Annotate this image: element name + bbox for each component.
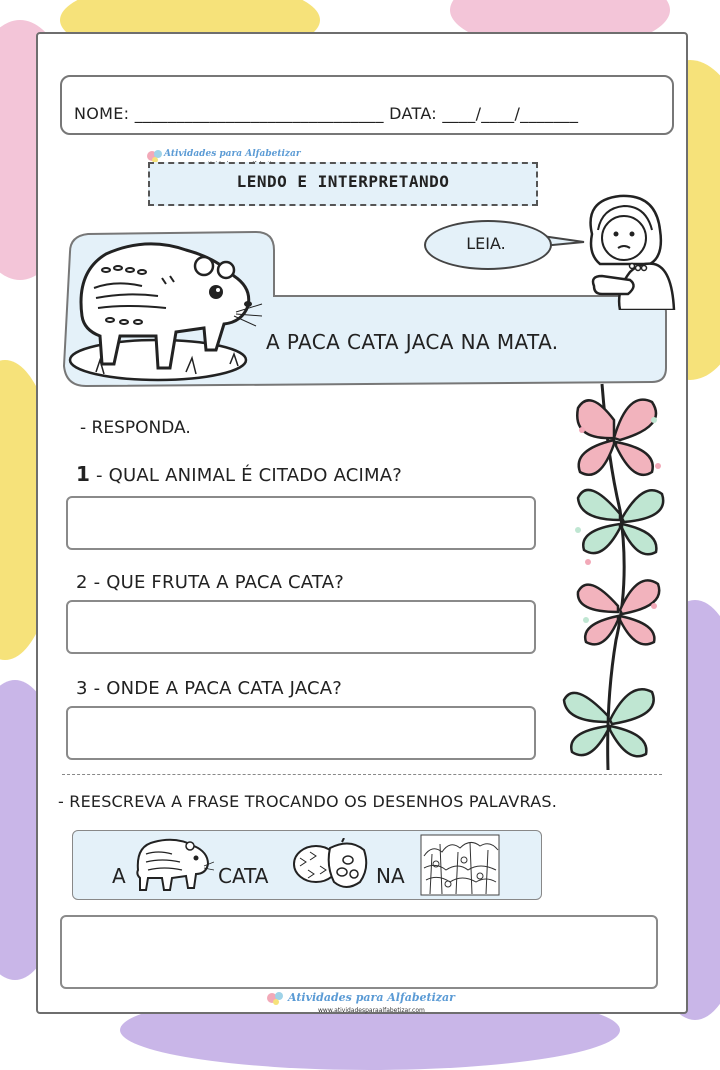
question-2 (76, 572, 344, 593)
question-number: 2 (76, 572, 88, 593)
data-label: DATA: (389, 104, 437, 123)
answer-box-3[interactable] (66, 706, 536, 760)
question-1 (76, 462, 402, 486)
answer-box-2[interactable] (66, 600, 536, 654)
paca-icon (132, 834, 214, 894)
header-fields (74, 104, 578, 123)
story-sentence: A PACA CATA JACA NA MATA. (266, 330, 559, 354)
forest-icon (420, 834, 500, 896)
data-line[interactable]: ____/____/_______ (442, 104, 579, 123)
brand-name: Atividades para Alfabetizar (288, 991, 455, 1004)
picture-sentence-word: A (112, 864, 126, 888)
question-text: - QUAL ANIMAL É CITADO ACIMA? (96, 465, 403, 486)
brand-name: Atividades para Alfabetizar (164, 149, 301, 159)
nome-line[interactable]: ______________________________ (134, 104, 384, 123)
picture-sentence-word: NA (376, 864, 405, 888)
question-number: 3 (76, 678, 88, 699)
jackfruit-icon (290, 838, 370, 892)
speech-bubble-text: LEIA. (466, 234, 506, 253)
section-divider (62, 774, 662, 775)
answer-box-1[interactable] (66, 496, 536, 550)
question-text: - QUE FRUTA A PACA CATA? (93, 572, 344, 593)
nome-label: NOME: (74, 104, 130, 123)
question-3 (76, 678, 342, 699)
rewrite-instruction: - REESCREVA A FRASE TROCANDO OS DESENHOS PALAVRAS. (58, 792, 558, 811)
paca-icon (66, 232, 266, 384)
picture-sentence-word: CATA (218, 864, 269, 888)
question-text: - ONDE A PACA CATA JACA? (93, 678, 343, 699)
question-number: 1 (76, 462, 91, 486)
logo-icon (266, 990, 286, 1006)
rewrite-answer-box[interactable] (60, 915, 658, 989)
brand-url: www.atividadesparaalfabetizar.com (318, 1007, 425, 1014)
page-title: LENDO E INTERPRETANDO (236, 172, 450, 191)
girl-icon (580, 190, 676, 310)
responda-heading: - RESPONDA. (80, 418, 191, 438)
flower-icon (558, 380, 674, 772)
